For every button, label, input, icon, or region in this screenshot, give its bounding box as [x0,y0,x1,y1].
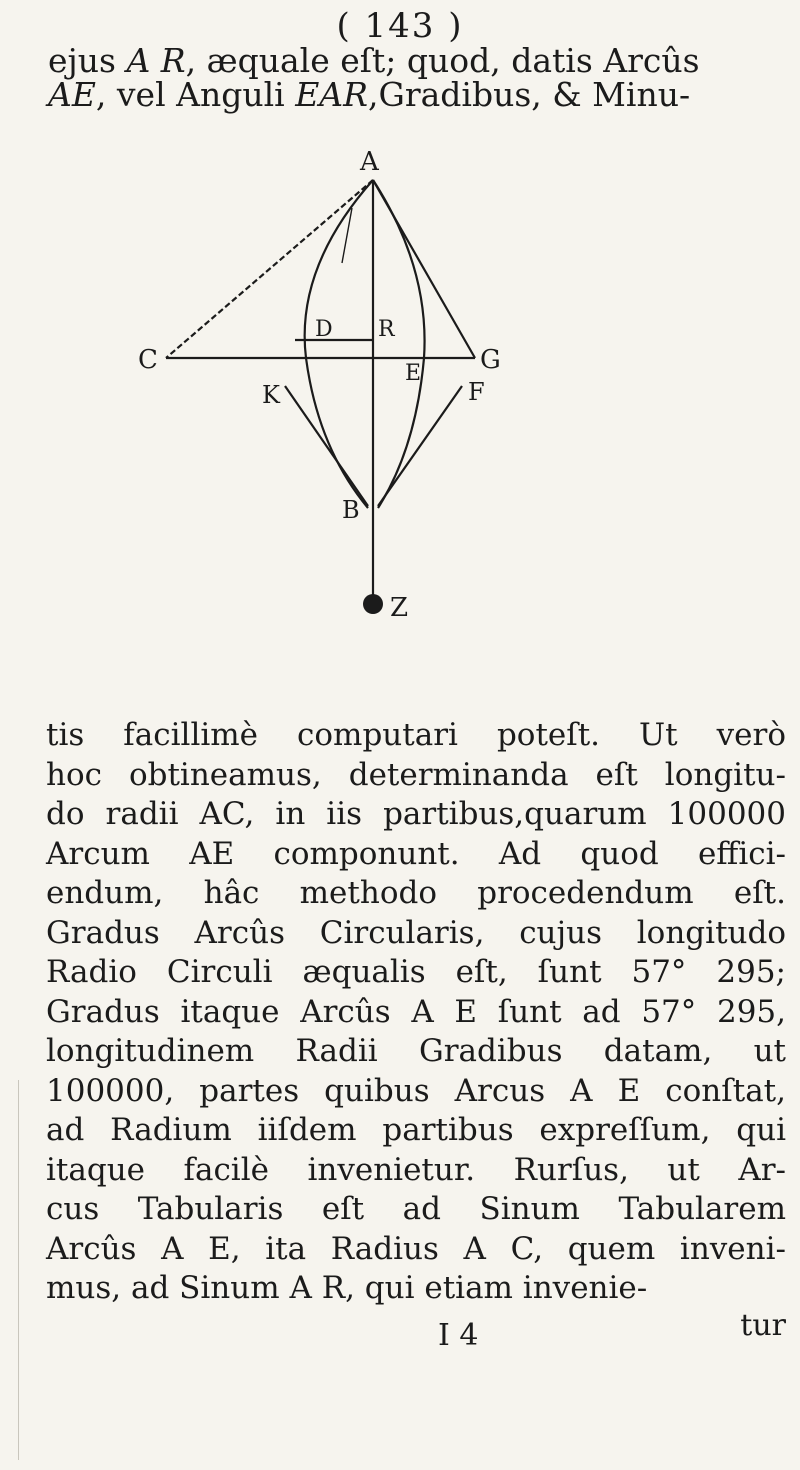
italic-segment: A R [126,41,186,80]
geometric-figure [120,118,620,678]
label-a: A [360,147,379,177]
body-line: ad Radium iiſdem partibus expreſſum, qui [46,1112,786,1148]
page-number: ( 143 ) [336,6,464,46]
body-line: Radio Circuli æqualis eſt, ſunt 57° 295; [46,954,786,990]
text-line-2 [48,75,788,114]
italic-segment: AE [48,75,96,114]
body-line: 100000, partes quibus Arcus A E conſtat, [46,1072,786,1109]
text-segment: , vel Anguli [95,75,296,114]
body-line: hoc obtineamus, determinanda eſt longitu- [46,756,786,793]
body-line: Gradus Arcûs Circularis, cujus longitudo [46,914,786,951]
italic-segment: EAR [295,75,368,114]
body-line: mus, ad Sinum A R, qui etiam invenie- [46,1270,648,1306]
signature-mark: I 4 [438,1318,479,1353]
label-f: F [468,378,485,406]
line-AC [166,180,373,358]
body-line: endum, hâc methodo procedendum eſt. [46,875,786,911]
catchword: tur [740,1308,786,1343]
label-b: B [342,496,360,524]
label-c: C [138,345,158,375]
label-g: G [480,345,501,375]
label-r: R [378,317,395,342]
body-line: Arcum AE componunt. Ad quod effici- [46,835,786,872]
text-segment: ,Gradibus, & Minu- [367,75,691,114]
body-line: Gradus itaque Arcûs A E ſunt ad 57° 295, [46,993,786,1030]
label-d: D [315,317,333,342]
body-line: Arcûs A E, ita Radius A C, quem inveni- [46,1230,786,1267]
body-line: cus Tabularis eſt ad Sinum Tabularem [46,1191,786,1227]
figure-diagram [120,118,620,678]
body-line: tis facillimè computari poteſt. Ut verò [46,717,786,753]
point-z-marker [363,594,383,614]
text-segment: , æquale eſt; quod, datis Arcûs [185,41,700,80]
body-line: do radii AC, in iis partibus,quarum 100000 [46,796,786,832]
arc-right [373,180,425,508]
label-e: E [405,361,422,386]
binding-edge [18,1080,19,1460]
label-z: Z [390,593,409,623]
label-k: K [262,381,280,409]
text-line-1 [48,41,788,80]
body-line: itaque facilè invenietur. Rurſus, ut Ar- [46,1151,786,1188]
line-FB [378,386,462,506]
body-line: longitudinem Radii Gradibus datam, ut [46,1033,786,1069]
body-paragraph [46,716,786,1309]
line-KB [285,386,368,506]
text-segment: ejus [48,41,127,80]
